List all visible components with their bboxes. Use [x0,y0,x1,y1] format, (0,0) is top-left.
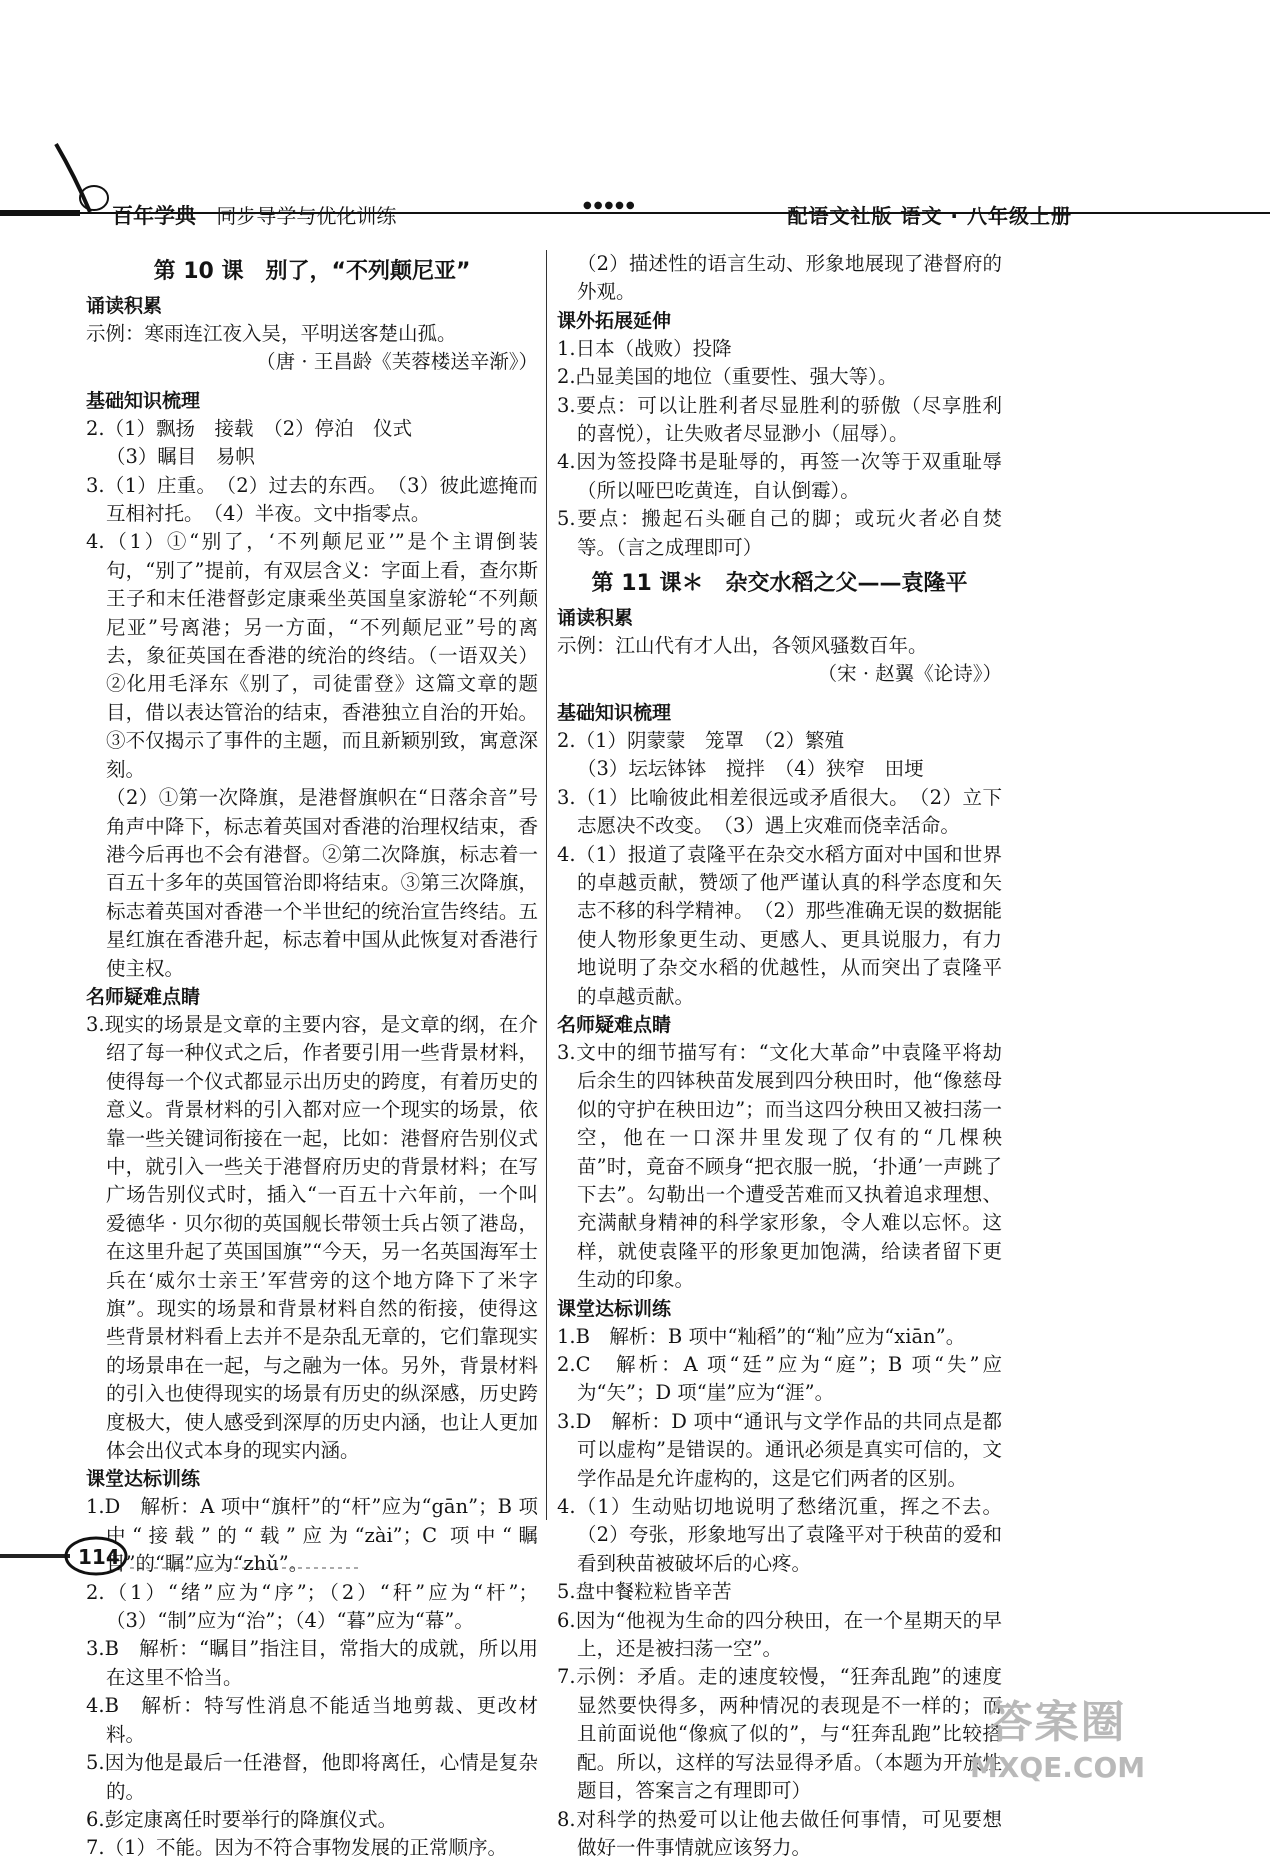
answer-item: 4.（1）①“别了，‘不列颠尼亚’”是个主谓倒装句，“别了”提前，有双层含义：字面上看，查尔斯王子和末任港督彭定康乘坐英国皇家游轮“不列颠尼亚”号离港；另一方面，“不列颠尼亚”号的离去，象征英国在香港的统治的终结。（一语双关）②化用毛泽东《别了，司徒雷登》这篇文章的题目，借以表达管治的结束，香港独立自治的开始。③不仅揭示了事件的主题，而且新颖别致，寓意深刻。 [86,530,538,781]
answer-item: 7.（1）不能。因为不符合事物发展的正常顺序。 [86,1836,508,1860]
answer-item: 3.文中的细节描写有：“文化大革命”中袁隆平将劫后余生的四钵秧苗发展到四分秧田时，他“像慈母似的守护在秧田边”；而当这四分秧田又被扫荡一空，他在一口深井里发现了仅有的“几棵秧苗”时，竟奋不顾身“把衣服一脱，‘扑通’一声跳了下去”。勾勒出一个遭受苦难而又执着追求理想、充满献身精神的科学家形象，令人难以忘怀。这样，就使袁隆平的形象更加饱满，给读者留下更生动的印象。 [557,1040,1002,1292]
answer-item: 2.C 解析：A 项“廷”应为“庭”；B 项“失”应为“矢”；D 项“崖”应为“涯”。 [557,1353,1002,1405]
answer-item: 3.现实的场景是文章的主要内容，是文章的纲，在介绍了每一种仪式之后，作者要引用一些背景材料，使得每一个仪式都显示出历史的跨度，有着历史的意义。背景材料的引入都对应一个现实的场景，依靠一些关键词衔接在一起，比如：港督府告别仪式中，就引入一些关于港督府历史的背景材料；在写广场告别仪式时，插入“一百五十六年前，一个叫爱德华 · 贝尔彻的英国舰长带领士兵占领了港岛，在这里升起了英国国旗”“今天，另一名英国海军士兵在‘威尔士亲王’军营旁的这个地方降下了米字旗”。现实的场景和背景材料自然的衔接，使得这些背景材料看上去并不是杂乱无章的，它们靠现实的场景串在一起，与之融为一体。另外，背景材料的引入也使得现实的场景有历史的纵深感，历史跨度极大，使人感受到深厚的历史内涵，也让人更加体会出仪式本身的现实内涵。 [86,1012,538,1463]
answer-item: 4.B 解析：特写性消息不能适当地剪裁、更改材料。 [86,1694,538,1746]
section-heading: 名师疑难点睛 [557,1013,672,1036]
answer-item: 5.盘中餐粒粒皆辛苦 [557,1580,732,1604]
answer-item: 4.（1）生动贴切地说明了愁绪沉重，挥之不去。（2）夸张，形象地写出了袁隆平对于秧苗的爱和看到秧苗被破坏后的心疼。 [557,1495,1002,1575]
answer-item: 5.因为他是最后一任港督，他即将离任，心情是复杂的。 [86,1751,538,1803]
answer-text: 示例：寒雨连江夜入吴，平明送客楚山孤。 [86,322,457,345]
answer-item: 3.要点：可以让胜利者尽显胜利的骄傲（尽享胜利的喜悦），让失败者尽显渺小（屈辱）。 [557,393,1002,446]
section-heading: 诵读积累 [557,607,634,630]
section-heading: 诵读积累 [86,295,163,317]
answer-item: （2）描述性的语言生动、形象地展现了港督府的外观。 [577,252,1002,304]
answer-item: 8.对科学的热爱可以让他去做任何事情，可见要想做好一件事情就应该努力。 [557,1807,1002,1859]
answer-item: （3）瞩目 易帜 [106,445,255,469]
answer-item: 1.D 解析：A 项中“旗杆”的“杆”应为“gān”；B 项中“接载”的“载”应为“zài”；C 项中“瞩目”的“瞩”应为“zhǔ”。 [86,1495,538,1576]
answer-item: 1.日本（战败）投降 [557,336,732,360]
answer-item: 5.要点：搬起石头砸自己的脚；或玩火者必自焚等。（言之成理即可） [557,507,1002,559]
answer-item: 4.（1）报道了袁隆平在杂交水稻方面对中国和世界的卓越贡献，赞颂了他严谨认真的科学态度和矢志不移的科学精神。 （2）那些准确无误的数据能使人物形象更生动、更感人、更具说服力，有力地说明了杂交水稻的优越性，从而突出了袁隆平的卓越贡献。 [557,842,1002,1008]
left-column [86,250,538,1863]
answer-item: 2.（1）飘扬 接载 （2）停泊 仪式 [86,416,413,440]
section-heading: 课堂达标训练 [557,1297,672,1320]
answer-item: 3.（1）庄重。 （2）过去的东西。 （3）彼此遮掩而互相衬托。 （4）半夜。文中指零点。 [86,473,538,526]
answer-item: 6.彭定康离任时要举行的降旗仪式。 [86,1807,398,1831]
watermark-logo [955,1695,1160,1795]
section-heading: 基础知识梳理 [86,389,201,412]
answer-item: 1.B 解析：B 项中“籼稻”的“籼”应为“xiān”。 [557,1324,966,1348]
poem-source: （唐 · 王昌龄《芙蓉楼送辛渐》） [256,350,538,374]
answer-item: 6.因为“他视为生命的四分秧田，在一个星期天的早上，还是被扫荡一空”。 [557,1608,1002,1661]
answer-item: 3.（1）比喻彼此相差很远或矛盾很大。 （2）立下志愿决不改变。 （3）遇上灾难而侥幸活命。 [557,785,1002,838]
answer-item: 3.D 解析：D 项中“通讯与文学作品的共同点是都可以虚构”是错误的。通讯必须是真实可信的，文学作品是允许虚构的，这是它们两者的区别。 [557,1409,1002,1490]
header-brand: 百年学典 [112,204,196,228]
watermark-url: MXQE.COM [969,1751,1146,1784]
header-edition: 配语文社版 语文 · 八年级上册 [787,204,1072,228]
page-header [0,168,1272,248]
answer-item: 2.凸显美国的地位（重要性、强大等）。 [557,365,898,389]
section-heading: 课堂达标训练 [86,1468,201,1491]
column-divider [546,250,547,1520]
answer-item: 2.（1）“绪”应为“序”；（2）“秆”应为“杆”；（3）“制”应为“治”；（4）“暮”应为“幕”。 [86,1580,538,1633]
answer-item: （3）坛坛钵钵 搅拌 （4）狭窄 田埂 [577,757,924,781]
header-subtitle: 同步导学与优化训练 [216,204,397,228]
lesson-11-title: 第 11 课＊ 杂交水稻之父——袁隆平 [591,571,968,597]
answer-item: 4.因为签投降书是耻辱的，再签一次等于双重耻辱（所以哑巴吃黄连，自认倒霉）。 [557,450,1002,502]
quill-pen-icon [50,138,120,218]
answer-item: 7.示例：矛盾。走的速度较慢，“狂奔乱跑”的速度显然要快得多，两种情况的表现是不一样的；而且前面说他“像疯了似的”，与“狂奔乱跑”比较搭配。所以，这样的写法显得矛盾。（本题为开放性题目，答案言之有理即可） [557,1665,1002,1803]
answer-text: 示例：江山代有才人出，各领风骚数百年。 [557,634,928,658]
right-column [557,250,1002,1862]
page-number: 114 [78,1545,120,1569]
section-heading: 名师疑难点睛 [86,985,201,1008]
section-heading: 课外拓展延伸 [557,309,672,332]
header-series-title [112,200,396,230]
lesson-10-title: 第 10 课 别了，“不列颠尼亚” [153,259,471,284]
footer-decoration [0,1534,420,1584]
section-heading: 基础知识梳理 [557,701,672,724]
header-dots: ●●●●● [583,200,637,211]
watermark-text: 答案圈 [988,1697,1127,1748]
poem-source: （宋 · 赵翼《论诗》） [817,662,1002,686]
answer-item: 2.（1）阴蒙蒙 笼罩 （2）繁殖 [557,728,845,752]
answer-item: 3.B 解析：“瞩目”指注目，常指大的成就，所以用在这里不恰当。 [86,1637,538,1689]
answer-item: （2）①第一次降旗，是港督旗帜在“日落余音”号角声中降下，标志着英国对香港的治理权结束，香港今后再也不会有港督。②第二次降旗，标志着一百五十多年的英国管治即将结束。③第三次降旗，标志着英国对香港一个半世纪的统治宣告终结。五星红旗在香港升起，标志着中国从此恢复对香港行使主权。 [106,786,538,980]
